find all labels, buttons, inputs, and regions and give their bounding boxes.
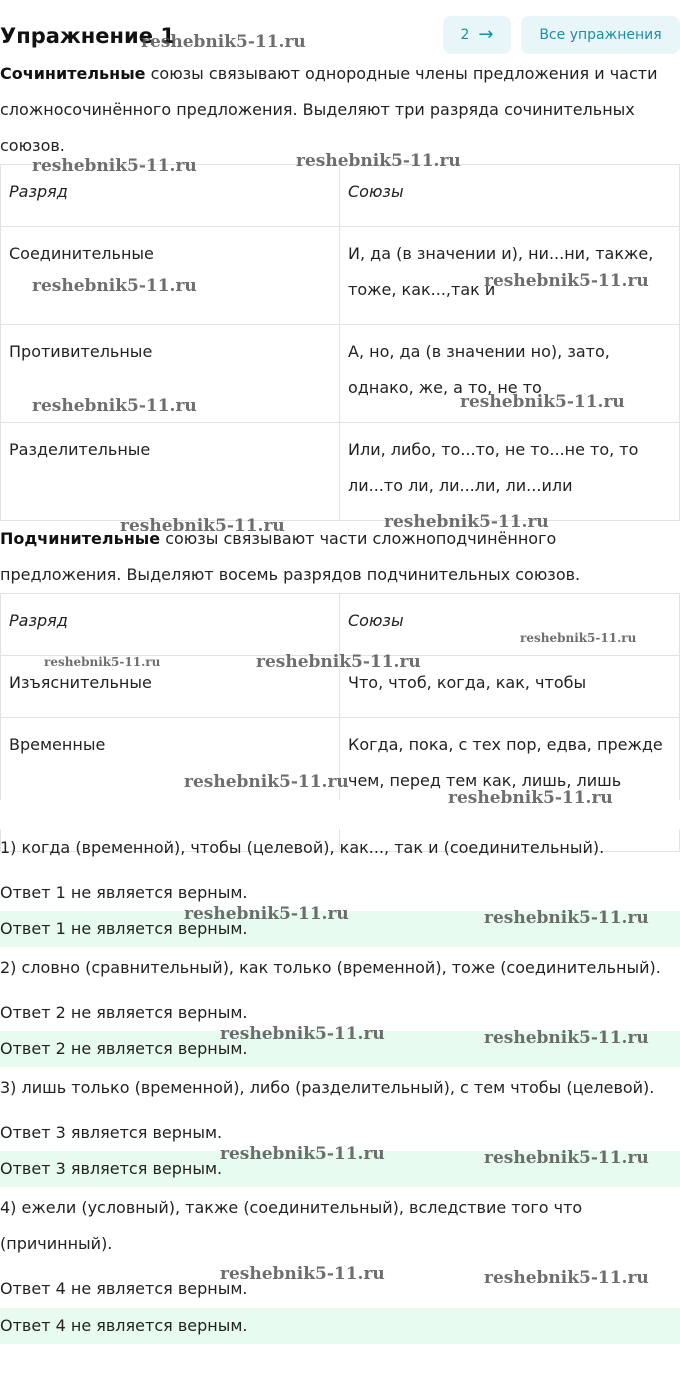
- all-exercises-button[interactable]: Все упражнения: [521, 16, 680, 54]
- table-header-row: [1, 594, 680, 656]
- answer-1: Ответ 1 не является верным.: [0, 883, 248, 902]
- watermark: reshebnik5-11.ru: [484, 1028, 649, 1048]
- watermark: reshebnik5-11.ru: [460, 392, 625, 412]
- table-cell: А, но, да (в значении но), зато, однако, же, а то, не то: [340, 325, 680, 423]
- intro-subordinating-text: союзы связывают части сложноподчинённого предложения. Выделяют восемь разрядов подчинительных союзов.: [0, 529, 581, 584]
- table-header-cell: Разряд: [1, 594, 340, 656]
- table-header-cell: Союзы: [340, 594, 680, 656]
- table-cell: Временные: [1, 718, 340, 852]
- header: [0, 16, 680, 56]
- watermark: reshebnik5-11.ru: [32, 276, 197, 296]
- table-row: [1, 423, 680, 521]
- intro-coordinating-text: союзы связывают однородные члены предложения и части сложносочинённого предложения. Выделяют три разряда сочинительных союзов.: [0, 64, 658, 155]
- table-cell: Изъяснительные: [1, 656, 340, 718]
- watermark: reshebnik5-11.ru: [184, 904, 349, 924]
- watermark: reshebnik5-11.ru: [220, 1264, 385, 1284]
- watermark: reshebnik5-11.ru: [256, 652, 421, 672]
- answer-2: Ответ 2 не является верным.: [0, 1003, 248, 1022]
- watermark: reshebnik5-11.ru: [484, 908, 649, 928]
- intro-subordinating: [0, 521, 680, 593]
- watermark: reshebnik5-11.ru: [484, 1148, 649, 1168]
- answer-3-highlight: Ответ 3 является верным.: [0, 1151, 680, 1187]
- intro-coordinating: [0, 56, 680, 164]
- question-1: 1) когда (временной), чтобы (целевой), как..., так и (соединительный).: [0, 838, 605, 857]
- table-cell: И, да (в значении и), ни...ни, также, тоже, как...,так и: [340, 227, 680, 325]
- arrow-right-icon: →: [478, 24, 494, 45]
- table-cell: Соединительные: [1, 227, 340, 325]
- intro-coordinating-bold: Сочинительные: [0, 64, 146, 83]
- watermark: reshebnik5-11.ru: [484, 271, 649, 291]
- watermark: reshebnik5-11.ru: [296, 151, 461, 171]
- table-header-cell: Разряд: [1, 165, 340, 227]
- answer-2-highlight: Ответ 2 не является верным.: [0, 1031, 680, 1067]
- watermark: reshebnik5-11.ru: [220, 1024, 385, 1044]
- next-exercise-label: 2: [460, 27, 470, 43]
- table-cell: Когда, пока, с тех пор, едва, прежде чем, перед тем как, лишь, лишь: [340, 718, 680, 852]
- question-4: 4) ежели (условный), также (соединительный), вследствие того что (причинный).: [0, 1198, 583, 1253]
- watermark: reshebnik5-11.ru: [520, 631, 637, 645]
- table-header-cell: Союзы: [340, 165, 680, 227]
- watermark: reshebnik5-11.ru: [484, 1268, 649, 1288]
- answer-4-highlight: Ответ 4 не является верным.: [0, 1308, 680, 1344]
- coordinating-table: [0, 164, 680, 521]
- answer-3: Ответ 3 является верным.: [0, 1123, 223, 1142]
- watermark: reshebnik5-11.ru: [32, 156, 197, 176]
- page-title: Упражнение 1: [0, 24, 175, 48]
- question-2: 2) словно (сравнительный), как только (временной), тоже (соединительный).: [0, 958, 661, 977]
- watermark: reshebnik5-11.ru: [32, 396, 197, 416]
- watermark: reshebnik5-11.ru: [120, 516, 285, 536]
- watermark: reshebnik5-11.ru: [220, 1144, 385, 1164]
- answer-4: Ответ 4 не является верным.: [0, 1279, 248, 1298]
- question-3: 3) лишь только (временной), либо (разделительный), с тем чтобы (целевой).: [0, 1078, 655, 1097]
- table-cell: Что, чтоб, когда, как, чтобы: [340, 656, 680, 718]
- intro-subordinating-bold: Подчинительные: [0, 529, 161, 548]
- answer-1-highlight: Ответ 1 не является верным.: [0, 911, 680, 947]
- next-exercise-button[interactable]: [443, 16, 511, 54]
- table-cell: Разделительные: [1, 423, 340, 521]
- watermark: reshebnik5-11.ru: [44, 655, 161, 669]
- table-cell: Или, либо, то...то, не то...не то, то ли...то ли, ли...ли, ли...или: [340, 423, 680, 521]
- watermark: reshebnik5-11.ru: [384, 512, 549, 532]
- watermark: reshebnik5-11.ru: [184, 772, 349, 792]
- watermark: reshebnik5-11.ru: [448, 788, 613, 808]
- watermark: reshebnik5-11.ru: [141, 32, 306, 52]
- table-cell: Противительные: [1, 325, 340, 423]
